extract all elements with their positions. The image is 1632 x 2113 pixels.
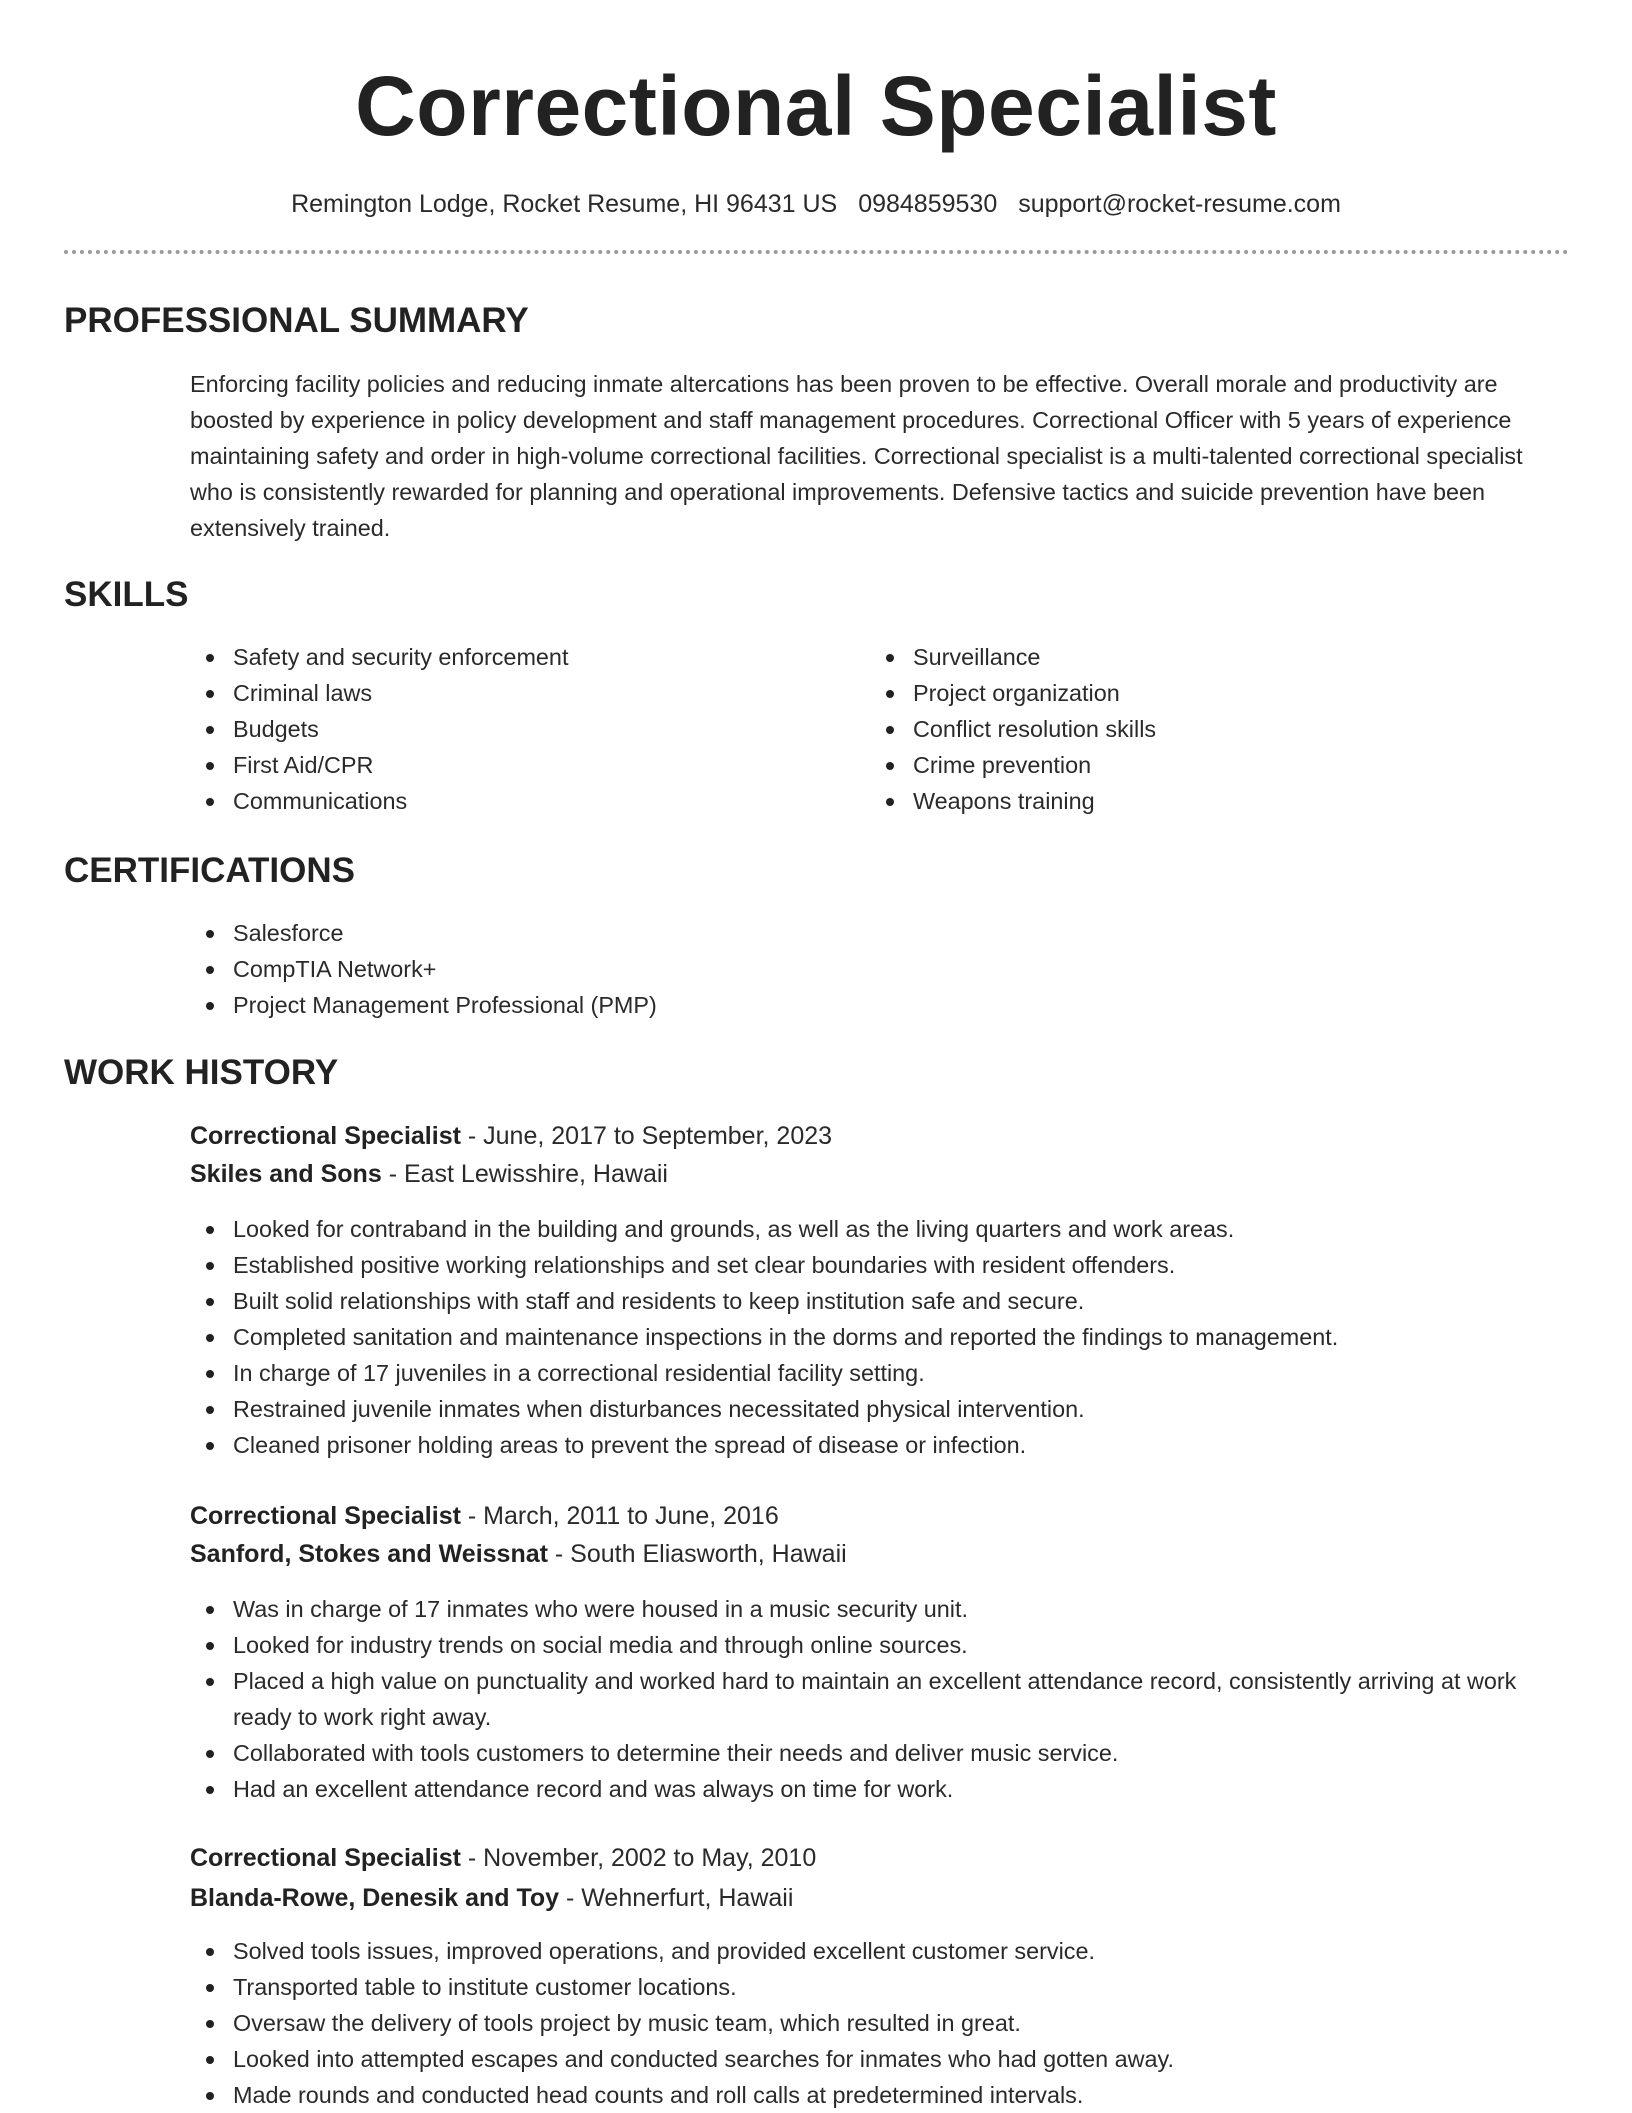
job-bullets — [190, 1591, 1570, 1807]
job-bullet: Completed sanitation and maintenance inspections in the dorms and reported the findings to management. — [190, 1319, 1570, 1355]
job-bullet: Transported table to institute customer locations. — [190, 1969, 1570, 2005]
job-location: - East Lewisshire, Hawaii — [381, 1160, 668, 1188]
job-company: Skiles and Sons — [190, 1160, 382, 1188]
skill-item: Budgets — [190, 711, 830, 747]
summary-text: Enforcing facility policies and reducing inmate altercations has been proven to be effective. Overall morale and productivity are boosted by experience in policy development and staff management procedures. Correctional Officer with 5 years of experience maintaining safety and order in high-volume correctional facilities. Correctional specialist is a multi-talented correctional specialist who is consistently rewarded for planning and operational improvements. Defensive tactics and suicide prevention have been extensively trained. — [190, 371, 1523, 541]
job-dates: - June, 2017 to September, 2023 — [460, 1122, 833, 1150]
job-bullet: Placed a high value on punctuality and worked hard to maintain an excellent attendance record, consistently arriving at work ready to work right away. — [190, 1663, 1570, 1735]
job-bullet: Collaborated with tools customers to determine their needs and deliver music service. — [190, 1735, 1570, 1771]
job-bullet: Looked for contraband in the building and grounds, as well as the living quarters and work areas. — [190, 1211, 1570, 1247]
contact-line — [0, 189, 1632, 219]
job-bullet: In charge of 17 juveniles in a correctional residential facility setting. — [190, 1355, 1570, 1391]
job-bullet: Established positive working relationships and set clear boundaries with resident offenders. — [190, 1247, 1570, 1283]
job-title: Correctional Specialist — [190, 1502, 461, 1530]
job-bullet: Had an excellent attendance record and was always on time for work. — [190, 1771, 1570, 1807]
job-location: - Wehnerfurt, Hawaii — [559, 1884, 794, 1912]
skills-list-left — [190, 639, 830, 819]
job-title-line — [190, 1500, 779, 1532]
skill-item: Crime prevention — [870, 747, 1510, 783]
job-bullet: Looked into attempted escapes and conducted searches for inmates who had gotten away. — [190, 2041, 1570, 2077]
job-company: Blanda-Rowe, Denesik and Toy — [190, 1884, 560, 1912]
skill-item: Weapons training — [870, 783, 1510, 819]
section-title-certifications: CERTIFICATIONS — [64, 851, 356, 890]
skill-item: Conflict resolution skills — [870, 711, 1510, 747]
certification-item: CompTIA Network+ — [190, 951, 1550, 987]
job-bullet: Built solid relationships with staff and residents to keep institution safe and secure. — [190, 1283, 1570, 1319]
certification-item: Project Management Professional (PMP) — [190, 987, 1550, 1023]
job-bullets — [190, 1933, 1570, 2113]
skill-item: Safety and security enforcement — [190, 639, 830, 675]
job-company-line — [190, 1538, 847, 1570]
certifications-list — [190, 915, 1550, 1023]
job-dates: - November, 2002 to May, 2010 — [460, 1844, 817, 1872]
job-title: Correctional Specialist — [190, 1844, 461, 1872]
job-bullet: Restrained juvenile inmates when disturbances necessitated physical intervention. — [190, 1391, 1570, 1427]
job-dates: - March, 2011 to June, 2016 — [460, 1502, 779, 1530]
job-title-line — [190, 1842, 816, 1874]
certification-item: Salesforce — [190, 915, 1550, 951]
job-bullets — [190, 1211, 1570, 1463]
candidate-name: Correctional Specialist — [355, 59, 1277, 153]
skill-item: Project organization — [870, 675, 1510, 711]
job-location: - South Eliasworth, Hawaii — [547, 1540, 847, 1568]
resume-header — [0, 0, 1632, 219]
job-bullet: Looked for industry trends on social media and through online sources. — [190, 1627, 1570, 1663]
job-title-line — [190, 1120, 832, 1152]
contact-address: Remington Lodge, Rocket Resume, HI 96431 US — [291, 190, 838, 218]
skill-item: Criminal laws — [190, 675, 830, 711]
section-title-skills: SKILLS — [64, 575, 189, 614]
job-company-line — [190, 1882, 793, 1914]
job-bullet: Made rounds and conducted head counts and roll calls at predetermined intervals. — [190, 2077, 1570, 2113]
skill-item: Communications — [190, 783, 830, 819]
section-title-work-history: WORK HISTORY — [64, 1053, 339, 1092]
job-bullet: Was in charge of 17 inmates who were housed in a music security unit. — [190, 1591, 1570, 1627]
section-title-summary: PROFESSIONAL SUMMARY — [64, 301, 529, 340]
job-bullet: Solved tools issues, improved operations, and provided excellent customer service. — [190, 1933, 1570, 1969]
skills-list-right — [870, 639, 1510, 819]
job-company: Sanford, Stokes and Weissnat — [190, 1540, 548, 1568]
job-company-line — [190, 1158, 668, 1190]
job-bullet: Oversaw the delivery of tools project by music team, which resulted in great. — [190, 2005, 1570, 2041]
contact-phone: 0984859530 — [858, 190, 998, 218]
header-divider — [64, 250, 1569, 254]
skill-item: First Aid/CPR — [190, 747, 830, 783]
job-bullet: Cleaned prisoner holding areas to prevent the spread of disease or infection. — [190, 1427, 1570, 1463]
skill-item: Surveillance — [870, 639, 1510, 675]
job-title: Correctional Specialist — [190, 1122, 461, 1150]
contact-email[interactable]: support@rocket-resume.com — [1018, 190, 1341, 218]
